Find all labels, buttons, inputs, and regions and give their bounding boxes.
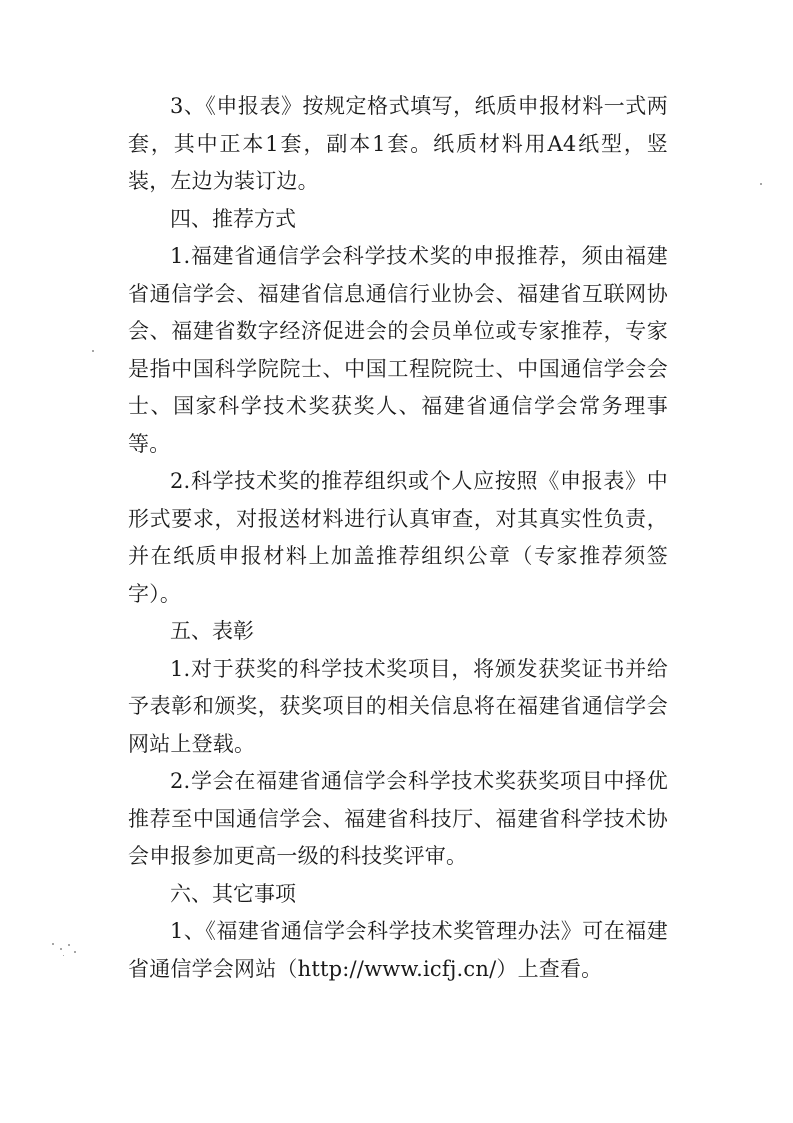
- scan-speck: [74, 951, 76, 953]
- paragraph-commendation-1: 1.对于获奖的科学技术奖项目，将颁发获奖证书并给予表彰和颁奖，获奖项目的相关信息将在福建省通信学会网站上登载。: [128, 656, 668, 756]
- heading-recommendation-method: 四、推荐方式: [170, 206, 296, 231]
- scan-speck: [760, 183, 762, 185]
- paragraph-recommendation-2: 2.科学技术奖的推荐组织或个人应按照《申报表》中形式要求，对报送材料进行认真审查，对其真实性负责，并在纸质申报材料上加盖推荐组织公章（专家推荐须签字）。: [128, 469, 668, 606]
- scan-speck: [68, 944, 70, 946]
- paragraph-commendation-2: 2.学会在福建省通信学会科学技术奖获奖项目中择优推荐至中国通信学会、福建省科技厅、福建省科学技术协会申报参加更高一级的科技奖评审。: [128, 769, 668, 868]
- paragraph-other-1: 1、《福建省通信学会科学技术奖管理办法》可在福建省通信学会网站（http://www.icfj.cn/）上查看。: [128, 919, 668, 981]
- document-body: [128, 88, 668, 988]
- heading-commendation: 五、表彰: [170, 619, 254, 643]
- scan-speck: [92, 350, 94, 352]
- paragraph-submission-format: 3、《申报表》按规定格式填写，纸质申报材料一式两套，其中正本1套，副本1套。纸质材料用A4纸型，竖装，左边为装订边。: [128, 94, 668, 193]
- heading-other-matters: 六、其它事项: [170, 881, 296, 906]
- scan-speck: [60, 948, 62, 950]
- scan-speck: [63, 955, 64, 956]
- paragraph-recommendation-1: 1.福建省通信学会科学技术奖的申报推荐，须由福建省通信学会、福建省信息通信行业协会、福建省互联网协会、福建省数字经济促进会的会员单位或专家推荐，专家是指中国科学院院士、中国工程院院士、中国通信学会会士、国家科学技术奖获奖人、福建省通信学会常务理事等。: [128, 244, 668, 456]
- scan-speck: [52, 943, 54, 945]
